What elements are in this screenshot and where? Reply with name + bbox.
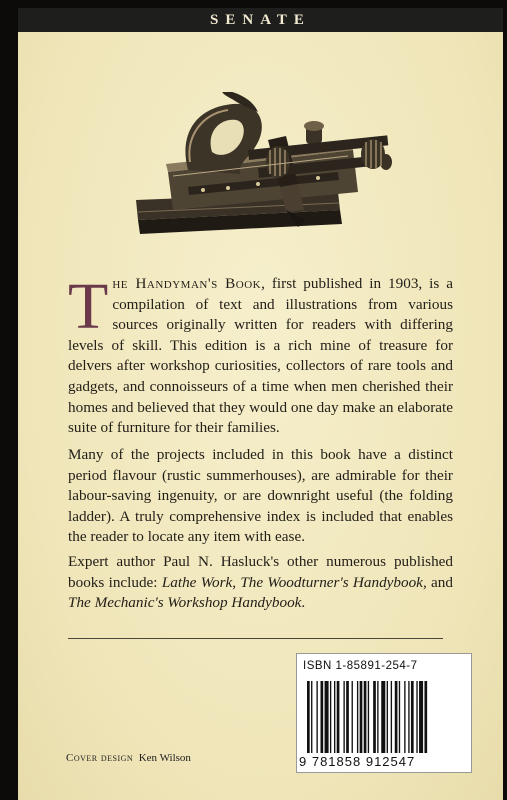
barcode-bar <box>307 681 310 753</box>
cover-credit-label: Cover design <box>66 752 134 764</box>
barcode-bar <box>391 681 392 753</box>
book-title-woodturners-handybook: The Woodturner's Handybook <box>240 573 423 591</box>
publisher-name: SENATE <box>210 12 311 28</box>
barcode-bar <box>368 681 369 753</box>
barcode-bar <box>419 681 423 753</box>
barcode-bar <box>404 681 405 753</box>
barcode-bar <box>373 681 376 753</box>
barcode-bar <box>343 681 344 753</box>
barcode-bar <box>330 681 331 753</box>
barcode-bar <box>364 681 367 753</box>
plough-plane-illustration <box>128 92 398 252</box>
period: . <box>301 594 306 612</box>
book-title-lathe-work: Lathe Work <box>161 573 233 591</box>
book-back-cover <box>18 8 503 800</box>
separator: , <box>232 573 241 591</box>
barcode-bar <box>387 681 388 753</box>
barcode-bar <box>381 681 385 753</box>
barcode-bar <box>346 681 349 753</box>
publisher-banner <box>18 8 503 32</box>
drop-cap: T <box>68 270 109 343</box>
book-title: he Handyman's Book <box>112 275 262 292</box>
barcode-bar <box>416 681 417 753</box>
barcode-bar <box>337 681 340 753</box>
barcode-bar <box>360 681 363 753</box>
divider-rule <box>68 638 443 639</box>
ean-number: 9 781858 912547 <box>299 754 416 769</box>
isbn-barcode-box <box>296 653 472 773</box>
blurb-paragraph-2: Many of the projects included in this book have a distinct period flavour (rustic summerhouses), are admirable for their labour-saving ingenuity, or are downright useful (the folding ladder). A truly comprehensive index is included that enables the reader to locate any item with ease. <box>68 446 453 546</box>
barcode-bar <box>357 681 358 753</box>
author-intro: Expert author Paul N. Hasluck's other numerous published books include: <box>68 553 453 591</box>
barcode-icon <box>307 681 461 753</box>
barcode-bar <box>311 681 312 753</box>
cover-designer-name: Ken Wilson <box>138 752 191 764</box>
barcode-bar <box>325 681 329 753</box>
barcode-bar <box>395 681 398 753</box>
barcode-bar <box>399 681 400 753</box>
book-title-mechanics-workshop-handybook: The Mechanic's Workshop Handybook <box>68 594 302 612</box>
blurb-paragraph-3 <box>68 552 453 614</box>
cover-credit <box>66 752 191 764</box>
barcode-bar <box>424 681 427 753</box>
barcode-bar <box>334 681 335 753</box>
barcode-bar <box>316 681 317 753</box>
separator: , and <box>422 573 453 591</box>
isbn-label: ISBN 1-85891-254-7 <box>303 660 418 672</box>
barcode-bar <box>321 681 324 753</box>
plough-plane-icon <box>128 92 398 247</box>
blurb-paragraph-1 <box>68 270 453 439</box>
blurb-paragraph-1-text: , first published in 1903, is a compilation of text and illustrations from various sources originally written for readers with differing levels of skill. This edition is a rich mine of treasure for delvers after workshop curiosities, collectors of rare tools and gadgets, and connoisseurs of a time when men cherished their homes and believed that they would one day make an elaborate suite of furniture for their families. <box>68 275 453 437</box>
barcode-bar <box>352 681 353 753</box>
barcode-bar <box>408 681 409 753</box>
barcode-bar <box>411 681 414 753</box>
barcode-bar <box>377 681 378 753</box>
